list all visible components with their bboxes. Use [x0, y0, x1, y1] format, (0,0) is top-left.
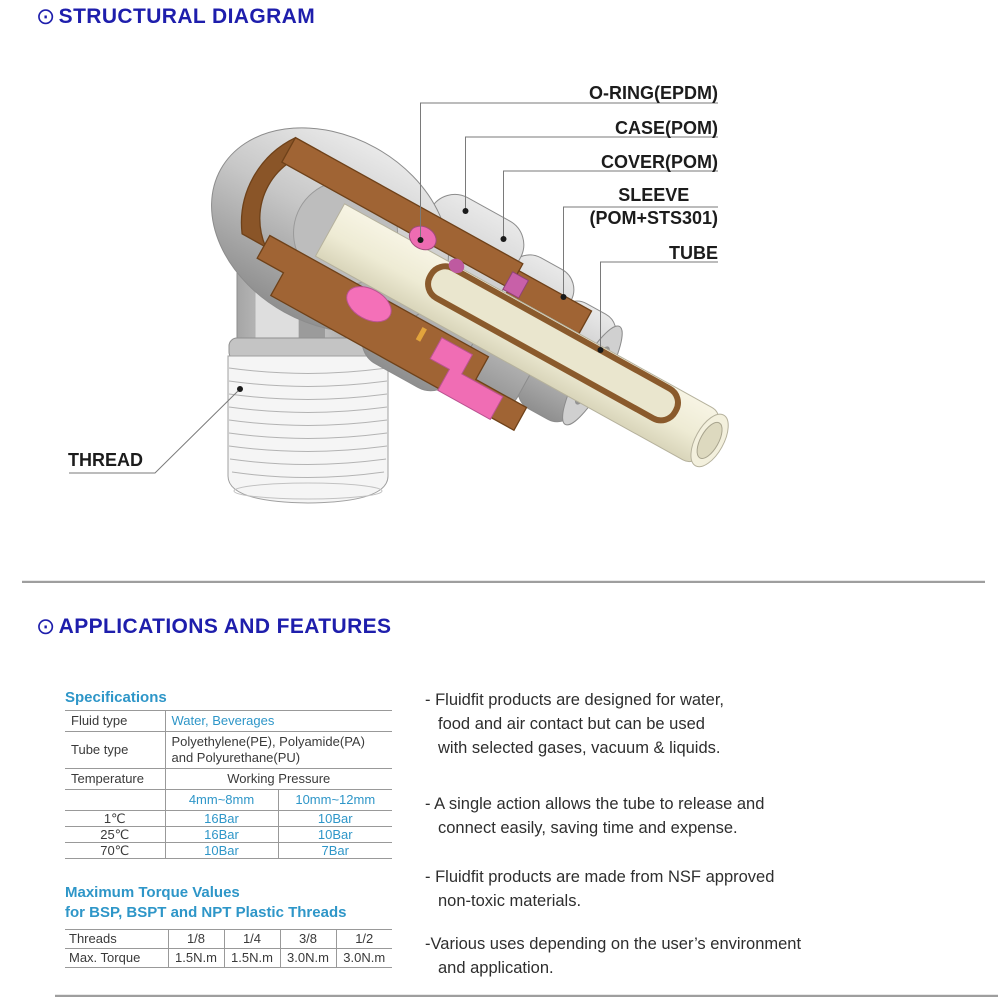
feature-line: food and air contact but can be used	[438, 715, 705, 733]
applications-title: APPLICATIONS AND FEATURES	[58, 615, 392, 638]
feature-line: - Fluidfit products are made from NSF approved	[425, 868, 775, 886]
temp-value: 70℃	[65, 843, 165, 859]
temp-value: 1℃	[65, 811, 165, 827]
section-bullet-icon: ⊙	[36, 2, 56, 29]
specifications-title: Specifications	[65, 689, 167, 706]
feature-item	[425, 792, 990, 840]
label-sleeve	[589, 185, 718, 228]
feature-line: non-toxic materials.	[438, 892, 582, 910]
torque-value: 3.0N.m	[336, 949, 392, 968]
label-tube: TUBE	[669, 243, 718, 263]
label-sleeve-line1: SLEEVE	[618, 185, 690, 205]
section-divider	[22, 580, 985, 583]
label-case: CASE(POM)	[615, 118, 718, 138]
feature-list	[425, 688, 990, 1000]
tube-type-label: Tube type	[65, 732, 165, 769]
torque-value: 1.5N.m	[168, 949, 224, 968]
pressure-value: 10Bar	[278, 827, 392, 843]
pressure-value: 10Bar	[278, 811, 392, 827]
torque-table	[65, 929, 392, 968]
label-o-ring: O-RING(EPDM)	[589, 83, 718, 103]
thread-size: 1/8	[168, 930, 224, 949]
bottom-divider	[55, 994, 998, 997]
temp-value: 25℃	[65, 827, 165, 843]
applications-heading	[36, 612, 392, 639]
temperature-label: Temperature	[65, 769, 165, 790]
label-sleeve-line2: (POM+STS301)	[589, 208, 718, 228]
table-row	[65, 949, 392, 968]
pressure-value: 16Bar	[165, 827, 278, 843]
table-row	[65, 827, 392, 843]
pressure-value: 10Bar	[165, 843, 278, 859]
structural-diagram-title: STRUCTURAL DIAGRAM	[58, 5, 316, 28]
table-row	[65, 790, 392, 811]
feature-line: -Various uses depending on the user’s environment	[425, 935, 802, 953]
threads-label: Threads	[65, 930, 168, 949]
tube-type-value: Polyethylene(PE), Polyamide(PA) and Polyurethane(PU)	[165, 732, 392, 769]
pressure-value: 7Bar	[278, 843, 392, 859]
table-row	[65, 930, 392, 949]
size-column-small: 4mm~8mm	[165, 790, 278, 811]
table-row	[65, 769, 392, 790]
working-pressure-label: Working Pressure	[165, 769, 392, 790]
feature-line: with selected gases, vacuum & liquids.	[438, 739, 721, 757]
feature-item	[425, 865, 990, 913]
max-torque-label: Max. Torque	[65, 949, 168, 968]
pressure-value: 16Bar	[165, 811, 278, 827]
thread-size: 3/8	[280, 930, 336, 949]
torque-value: 3.0N.m	[280, 949, 336, 968]
thread-size: 1/4	[224, 930, 280, 949]
size-column-large: 10mm~12mm	[278, 790, 392, 811]
feature-item	[425, 688, 990, 760]
thread-stem	[228, 356, 388, 503]
torque-value: 1.5N.m	[224, 949, 280, 968]
torque-title	[65, 883, 346, 923]
table-row	[65, 732, 392, 769]
fluid-type-label: Fluid type	[65, 711, 165, 732]
table-row	[65, 711, 392, 732]
torque-title-line2: for BSP, BSPT and NPT Plastic Threads	[65, 904, 347, 921]
feature-line: connect easily, saving time and expense.	[438, 819, 738, 837]
label-thread: THREAD	[68, 450, 143, 470]
table-row	[65, 843, 392, 859]
section-bullet-icon: ⊙	[36, 612, 56, 639]
torque-title-line1: Maximum Torque Values	[65, 884, 240, 901]
feature-line: - Fluidfit products are designed for water,	[425, 691, 724, 709]
thread-size: 1/2	[336, 930, 392, 949]
table-row	[65, 811, 392, 827]
feature-item	[425, 932, 990, 980]
specifications-table	[65, 710, 392, 859]
fluid-type-value: Water, Beverages	[165, 711, 392, 732]
label-cover: COVER(POM)	[601, 152, 718, 172]
feature-line: and application.	[438, 959, 554, 977]
feature-line: - A single action allows the tube to release and	[425, 795, 765, 813]
